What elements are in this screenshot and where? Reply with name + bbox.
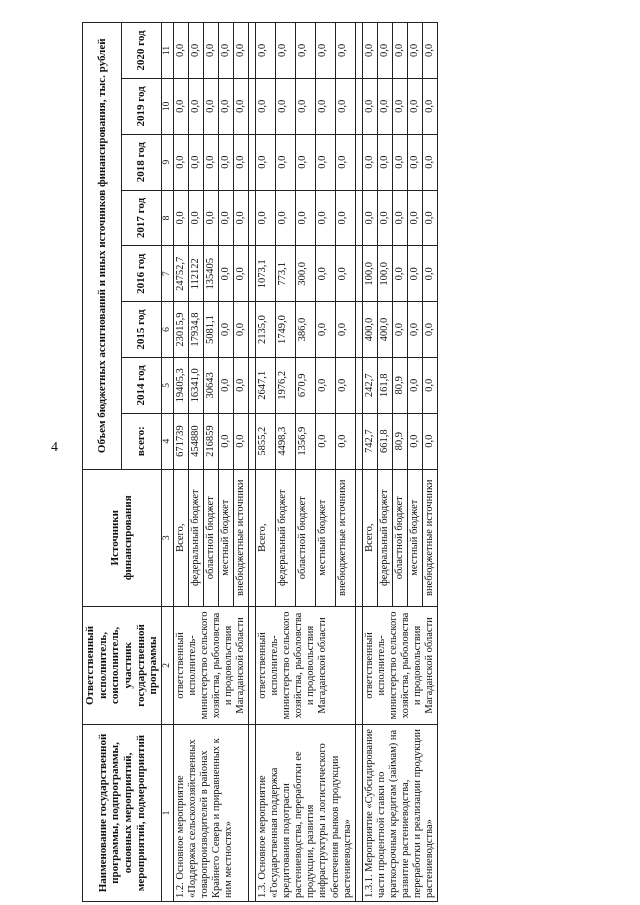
funding-value: 0,0 bbox=[218, 302, 233, 358]
funding-source: областной бюджет bbox=[203, 469, 218, 606]
funding-value: 0,0 bbox=[392, 246, 407, 302]
funding-value: 1073,1 bbox=[256, 246, 276, 302]
funding-source: федеральный бюджет bbox=[377, 469, 392, 606]
funding-value: 0,0 bbox=[422, 246, 437, 302]
measure-name: 1.2. Основное мероприятие «Поддержка сельскохозяйственных товаропроизводителей в районах Крайнего Севера и приравненных к ним местностях» bbox=[173, 724, 248, 901]
funding-source: внебюджетные источники bbox=[234, 469, 249, 606]
column-index: 1 bbox=[161, 724, 173, 901]
column-index: 5 bbox=[161, 357, 173, 413]
funding-value: 0,0 bbox=[377, 78, 392, 134]
funding-value: 400,0 bbox=[377, 302, 392, 358]
funding-value: 0,0 bbox=[295, 78, 315, 134]
funding-value: 0,0 bbox=[315, 78, 335, 134]
funding-value: 0,0 bbox=[234, 413, 249, 469]
funding-value: 0,0 bbox=[362, 23, 377, 79]
funding-value: 80,9 bbox=[392, 357, 407, 413]
funding-value: 0,0 bbox=[256, 78, 276, 134]
funding-value: 0,0 bbox=[234, 246, 249, 302]
column-index: 4 bbox=[161, 413, 173, 469]
funding-value: 0,0 bbox=[335, 302, 355, 358]
spacer-cell bbox=[249, 357, 256, 413]
funding-value: 0,0 bbox=[234, 302, 249, 358]
spacer-cell bbox=[249, 413, 256, 469]
measure-name: 1.3. Основное мероприятие «Государственная поддержка кредитования подотрасли растениеводства, переработки ее продукции, развития инфраструктуры и логистического обеспечения рынков продукции растениеводства» bbox=[256, 724, 356, 901]
spacer-cell bbox=[355, 78, 362, 134]
funding-value: 0,0 bbox=[256, 190, 276, 246]
table-row bbox=[173, 23, 188, 902]
funding-value: 400,0 bbox=[362, 302, 377, 358]
column-index: 9 bbox=[161, 134, 173, 190]
funding-value: 0,0 bbox=[407, 302, 422, 358]
funding-value: 0,0 bbox=[335, 134, 355, 190]
spacer-cell bbox=[249, 469, 256, 606]
header-executor: Ответственный исполнитель, соисполнитель, участник государственной программы bbox=[83, 606, 162, 724]
funding-source: федеральный бюджет bbox=[188, 469, 203, 606]
funding-value: 0,0 bbox=[203, 78, 218, 134]
page-number: 4 bbox=[51, 440, 58, 455]
spacer-cell bbox=[355, 246, 362, 302]
funding-value: 670,9 bbox=[295, 357, 315, 413]
funding-value: 0,0 bbox=[315, 134, 335, 190]
funding-value: 0,0 bbox=[218, 413, 233, 469]
column-index: 6 bbox=[161, 302, 173, 358]
funding-value: 0,0 bbox=[422, 302, 437, 358]
funding-value: 0,0 bbox=[188, 134, 203, 190]
funding-value: 100,0 bbox=[362, 246, 377, 302]
spacer-cell bbox=[249, 78, 256, 134]
funding-value: 4498,3 bbox=[276, 413, 296, 469]
funding-value: 0,0 bbox=[203, 134, 218, 190]
column-index: 8 bbox=[161, 190, 173, 246]
funding-value: 0,0 bbox=[407, 357, 422, 413]
funding-value: 1356,9 bbox=[295, 413, 315, 469]
spacer-cell bbox=[355, 190, 362, 246]
funding-source: Всего, bbox=[256, 469, 276, 606]
funding-value: 0,0 bbox=[218, 23, 233, 79]
funding-value: 5081,1 bbox=[203, 302, 218, 358]
funding-value: 0,0 bbox=[276, 23, 296, 79]
funding-value: 0,0 bbox=[234, 134, 249, 190]
funding-value: 386,0 bbox=[295, 302, 315, 358]
table-row bbox=[362, 23, 377, 902]
column-index-row bbox=[161, 23, 173, 902]
funding-value: 0,0 bbox=[203, 23, 218, 79]
funding-value: 0,0 bbox=[315, 23, 335, 79]
spacer-cell bbox=[355, 469, 362, 606]
column-index: 2 bbox=[161, 606, 173, 724]
funding-value: 0,0 bbox=[276, 134, 296, 190]
header-budget-volume: Объем бюджетных ассигнований и иных источников финансирования, тыс. рублей bbox=[83, 23, 122, 470]
funding-value: 0,0 bbox=[315, 246, 335, 302]
funding-value: 454880 bbox=[188, 413, 203, 469]
funding-value: 0,0 bbox=[315, 190, 335, 246]
funding-value: 0,0 bbox=[335, 190, 355, 246]
funding-value: 0,0 bbox=[362, 134, 377, 190]
measure-executor: ответственный исполнитель-министерство сельского хозяйства, рыболовства и продовольствия Магаданской области bbox=[173, 606, 248, 724]
funding-value: 0,0 bbox=[392, 78, 407, 134]
spacer-cell bbox=[249, 724, 256, 901]
header-year-2018: 2018 год bbox=[122, 134, 161, 190]
funding-value: 661,8 bbox=[377, 413, 392, 469]
funding-source: местный бюджет bbox=[315, 469, 335, 606]
funding-value: 0,0 bbox=[315, 302, 335, 358]
funding-value: 0,0 bbox=[407, 134, 422, 190]
funding-value: 0,0 bbox=[407, 23, 422, 79]
funding-value: 0,0 bbox=[276, 190, 296, 246]
funding-value: 0,0 bbox=[422, 190, 437, 246]
funding-value: 0,0 bbox=[335, 246, 355, 302]
funding-source: областной бюджет bbox=[392, 469, 407, 606]
funding-value: 0,0 bbox=[422, 134, 437, 190]
funding-value: 17934,8 bbox=[188, 302, 203, 358]
funding-source: областной бюджет bbox=[295, 469, 315, 606]
funding-value: 0,0 bbox=[335, 357, 355, 413]
funding-source: внебюджетные источники bbox=[335, 469, 355, 606]
funding-value: 0,0 bbox=[188, 190, 203, 246]
funding-value: 0,0 bbox=[392, 23, 407, 79]
funding-value: 0,0 bbox=[392, 134, 407, 190]
funding-value: 0,0 bbox=[362, 78, 377, 134]
funding-value: 0,0 bbox=[295, 134, 315, 190]
table-body bbox=[173, 23, 437, 902]
header-program-name: Наименование государственной программы, подпрограммы, основных мероприятий, мероприятий, подмероприятий bbox=[83, 724, 162, 901]
funding-value: 100,0 bbox=[377, 246, 392, 302]
spacer-cell bbox=[249, 134, 256, 190]
measure-executor: ответственный исполнитель-министерство сельского хозяйства, рыболовства и продовольствия Магаданской области bbox=[256, 606, 356, 724]
funding-source: местный бюджет bbox=[218, 469, 233, 606]
spacer-cell bbox=[355, 23, 362, 79]
funding-value: 0,0 bbox=[407, 246, 422, 302]
column-index: 11 bbox=[161, 23, 173, 79]
funding-value: 0,0 bbox=[407, 78, 422, 134]
header-sources: Источники финансирования bbox=[83, 469, 162, 606]
spacer-cell bbox=[355, 357, 362, 413]
funding-value: 0,0 bbox=[203, 190, 218, 246]
funding-value: 216859 bbox=[203, 413, 218, 469]
funding-value: 300,0 bbox=[295, 246, 315, 302]
funding-value: 161,8 bbox=[377, 357, 392, 413]
funding-value: 0,0 bbox=[218, 190, 233, 246]
rotated-table-container bbox=[82, 22, 617, 902]
funding-value: 0,0 bbox=[173, 134, 188, 190]
funding-value: 0,0 bbox=[335, 413, 355, 469]
column-index: 10 bbox=[161, 78, 173, 134]
funding-value: 16341,0 bbox=[188, 357, 203, 413]
measure-executor: ответственный исполнитель-министерство сельского хозяйства, рыболовства и продовольствия Магаданской области bbox=[362, 606, 437, 724]
funding-value: 112122 bbox=[188, 246, 203, 302]
header-year-2017: 2017 год bbox=[122, 190, 161, 246]
measure-name: 1.3.1. Мероприятие «Субсидирование части процентной ставки по краткосрочным кредитам (займам) на развитие растениеводства, переработки и реализации продукции растениеводства» bbox=[362, 724, 437, 901]
funding-value: 0,0 bbox=[422, 413, 437, 469]
spacer-cell bbox=[249, 190, 256, 246]
funding-value: 0,0 bbox=[234, 190, 249, 246]
funding-value: 0,0 bbox=[295, 23, 315, 79]
funding-value: 5855,2 bbox=[256, 413, 276, 469]
funding-source: Всего, bbox=[362, 469, 377, 606]
funding-value: 0,0 bbox=[422, 78, 437, 134]
financing-table bbox=[82, 22, 438, 902]
funding-value: 0,0 bbox=[276, 78, 296, 134]
funding-source: федеральный бюджет bbox=[276, 469, 296, 606]
funding-value: 0,0 bbox=[256, 134, 276, 190]
header-total: всего: bbox=[122, 413, 161, 469]
header-year-2016: 2016 год bbox=[122, 246, 161, 302]
rotated-table-frame bbox=[82, 22, 617, 902]
funding-value: 30643 bbox=[203, 357, 218, 413]
funding-value: 2135,0 bbox=[256, 302, 276, 358]
spacer-row bbox=[249, 23, 256, 902]
funding-value: 0,0 bbox=[218, 246, 233, 302]
funding-value: 1749,0 bbox=[276, 302, 296, 358]
funding-value: 0,0 bbox=[188, 23, 203, 79]
funding-value: 135405 bbox=[203, 246, 218, 302]
funding-value: 0,0 bbox=[377, 134, 392, 190]
header-year-2014: 2014 год bbox=[122, 357, 161, 413]
funding-value: 2647,1 bbox=[256, 357, 276, 413]
funding-value: 0,0 bbox=[392, 302, 407, 358]
funding-value: 0,0 bbox=[335, 78, 355, 134]
funding-value: 0,0 bbox=[422, 357, 437, 413]
funding-value: 0,0 bbox=[407, 190, 422, 246]
funding-value: 23015,9 bbox=[173, 302, 188, 358]
funding-value: 0,0 bbox=[377, 23, 392, 79]
funding-value: 773,1 bbox=[276, 246, 296, 302]
funding-value: 0,0 bbox=[188, 78, 203, 134]
spacer-cell bbox=[355, 606, 362, 724]
spacer-cell bbox=[355, 302, 362, 358]
funding-value: 0,0 bbox=[362, 190, 377, 246]
funding-value: 0,0 bbox=[256, 23, 276, 79]
funding-source: местный бюджет bbox=[407, 469, 422, 606]
funding-value: 0,0 bbox=[173, 23, 188, 79]
funding-value: 671739 bbox=[173, 413, 188, 469]
funding-value: 742,7 bbox=[362, 413, 377, 469]
spacer-cell bbox=[355, 134, 362, 190]
funding-value: 0,0 bbox=[422, 23, 437, 79]
funding-value: 0,0 bbox=[377, 190, 392, 246]
column-index: 3 bbox=[161, 469, 173, 606]
funding-value: 19405,3 bbox=[173, 357, 188, 413]
spacer-cell bbox=[249, 23, 256, 79]
funding-value: 0,0 bbox=[315, 357, 335, 413]
funding-source: Всего, bbox=[173, 469, 188, 606]
funding-source: внебюджетные источники bbox=[422, 469, 437, 606]
spacer-cell bbox=[249, 606, 256, 724]
funding-value: 0,0 bbox=[335, 23, 355, 79]
spacer-row bbox=[355, 23, 362, 902]
spacer-cell bbox=[249, 302, 256, 358]
funding-value: 0,0 bbox=[218, 78, 233, 134]
funding-value: 0,0 bbox=[392, 190, 407, 246]
funding-value: 242,7 bbox=[362, 357, 377, 413]
header-year-2020: 2020 год bbox=[122, 23, 161, 79]
funding-value: 0,0 bbox=[407, 413, 422, 469]
funding-value: 0,0 bbox=[234, 23, 249, 79]
funding-value: 0,0 bbox=[295, 190, 315, 246]
spacer-cell bbox=[355, 724, 362, 901]
funding-value: 80,9 bbox=[392, 413, 407, 469]
spacer-cell bbox=[249, 246, 256, 302]
funding-value: 0,0 bbox=[234, 357, 249, 413]
column-index: 7 bbox=[161, 246, 173, 302]
funding-value: 0,0 bbox=[173, 78, 188, 134]
spacer-cell bbox=[355, 413, 362, 469]
funding-value: 0,0 bbox=[173, 190, 188, 246]
funding-value: 0,0 bbox=[218, 134, 233, 190]
header-year-2019: 2019 год bbox=[122, 78, 161, 134]
funding-value: 0,0 bbox=[315, 413, 335, 469]
header-year-2015: 2015 год bbox=[122, 302, 161, 358]
table-row bbox=[256, 23, 276, 902]
funding-value: 0,0 bbox=[234, 78, 249, 134]
funding-value: 1976,2 bbox=[276, 357, 296, 413]
funding-value: 24752,7 bbox=[173, 246, 188, 302]
funding-value: 0,0 bbox=[218, 357, 233, 413]
